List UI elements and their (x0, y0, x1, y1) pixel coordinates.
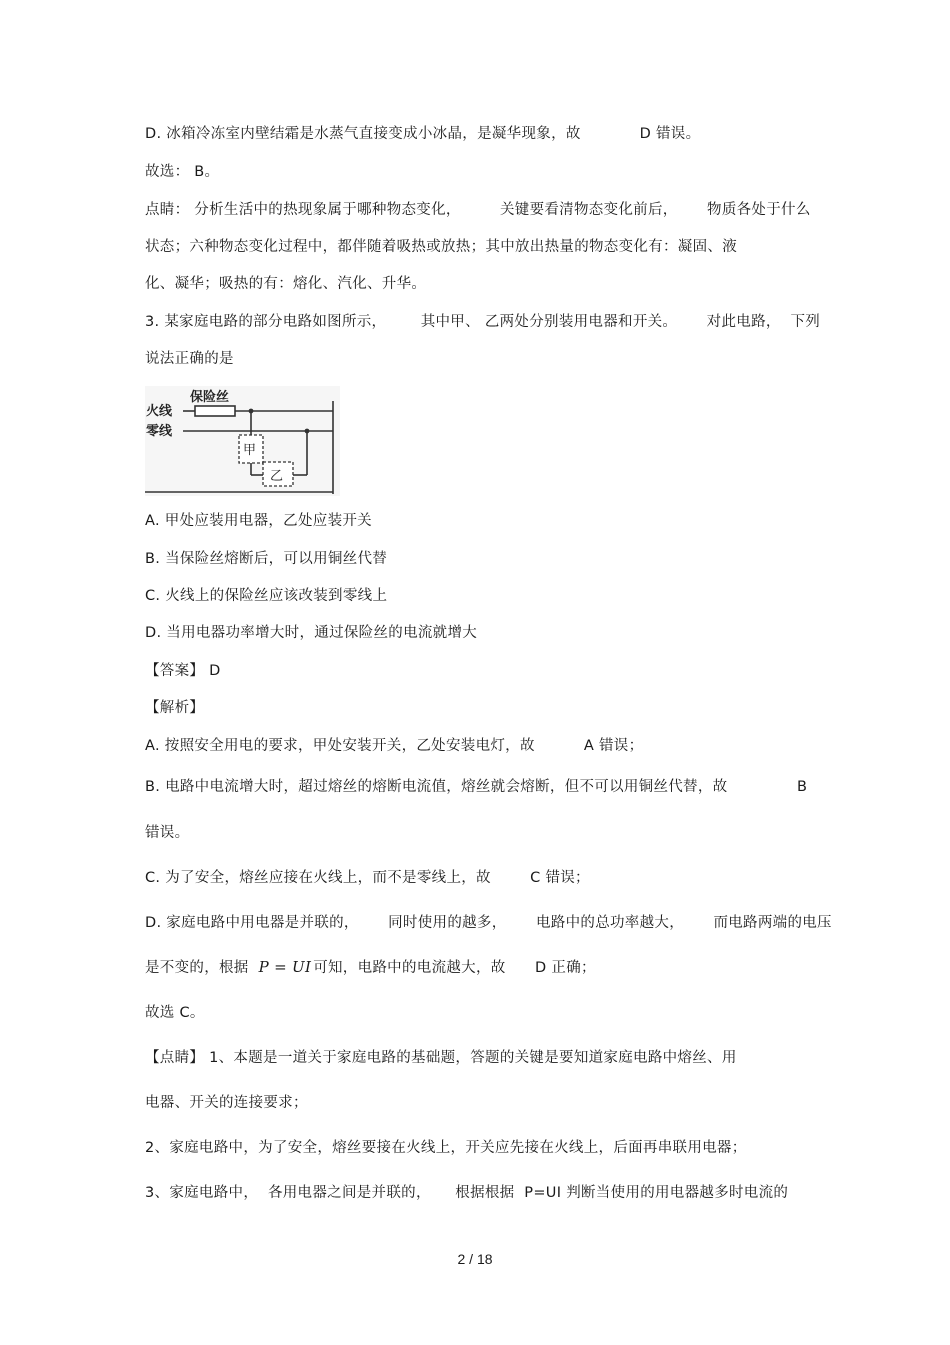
text-line: C. 为了安全，熔丝应接在火线上，而不是零线上，故 C 错误； (145, 870, 590, 886)
fuse-label: 保险丝 (190, 390, 230, 405)
answer-line: 【答案】 D (145, 663, 221, 679)
text-line: 错误。 (145, 825, 190, 841)
analysis-heading: 【解析】 (145, 700, 205, 716)
text-line: 2、家庭电路中，为了安全，熔丝要接在火线上，开关应先接在火线上，后面再串联用电器； (145, 1140, 747, 1156)
text-segment: 是不变的，根据 (145, 960, 249, 976)
text-line: A. 按照安全用电的要求，甲处安装开关，乙处安装电灯，故 A 错误； (145, 738, 644, 754)
question-stem: 3. 某家庭电路的部分电路如图所示， 其中甲、 乙两处分别装用电器和开关。 对此电路， 下列 (145, 314, 821, 330)
box-b-label: 乙 (270, 469, 284, 484)
text-line: 故选 C。 (145, 1005, 205, 1021)
text-line: 3、家庭电路中， 各用电器之间是并联的， 根据根据 P=UI 判断当使用的用电器越多时电流的 (145, 1185, 789, 1201)
option-b: B. 当保险丝熔断后，可以用铜丝代替 (145, 551, 388, 567)
neutral-wire-label: 零线 (146, 424, 173, 439)
text-line (145, 957, 596, 978)
text-segment: 可知，电路中的电流越大，故 D 正确； (313, 960, 596, 976)
text-line: B. 电路中电流增大时，超过熔丝的熔断电流值，熔丝就会熔断，但不可以用铜丝代替，故 (145, 779, 728, 795)
text-line: D. 家庭电路中用电器是并联的， 同时使用的越多， 电路中的总功率越大， 而电路两端的电压 (145, 915, 832, 931)
circuit-diagram (145, 386, 340, 496)
page-number: 2 / 18 (457, 1251, 493, 1267)
text-line: 化、凝华；吸热的有：熔化、汽化、升华。 (145, 276, 427, 292)
box-a-label: 甲 (243, 443, 257, 458)
option-d: D. 当用电器功率增大时，通过保险丝的电流就增大 (145, 625, 478, 641)
live-wire-label: 火线 (146, 404, 173, 419)
text-line: 电器、开关的连接要求； (145, 1095, 308, 1111)
text-line: B (797, 779, 808, 795)
option-c: C. 火线上的保险丝应该改装到零线上 (145, 588, 388, 604)
text-line: D. 冰箱冷冻室内壁结霜是水蒸气直接变成小冰晶，是凝华现象，故 D 错误。 (145, 126, 701, 142)
question-stem: 说法正确的是 (145, 351, 234, 367)
option-a: A. 甲处应装用电器，乙处应装开关 (145, 513, 372, 529)
text-line: 故选： B。 (145, 164, 220, 180)
text-line: 点睛： 分析生活中的热现象属于哪种物态变化， 关键要看清物态变化前后， 物质各处于什么 (145, 202, 811, 218)
formula: P = UI (258, 958, 312, 976)
text-line: 【点睛】 1、本题是一道关于家庭电路的基础题，答题的关键是要知道家庭电路中熔丝、用 (145, 1050, 737, 1066)
text-line: 状态；六种物态变化过程中，都伴随着吸热或放热；其中放出热量的物态变化有：凝固、液 (145, 239, 737, 255)
